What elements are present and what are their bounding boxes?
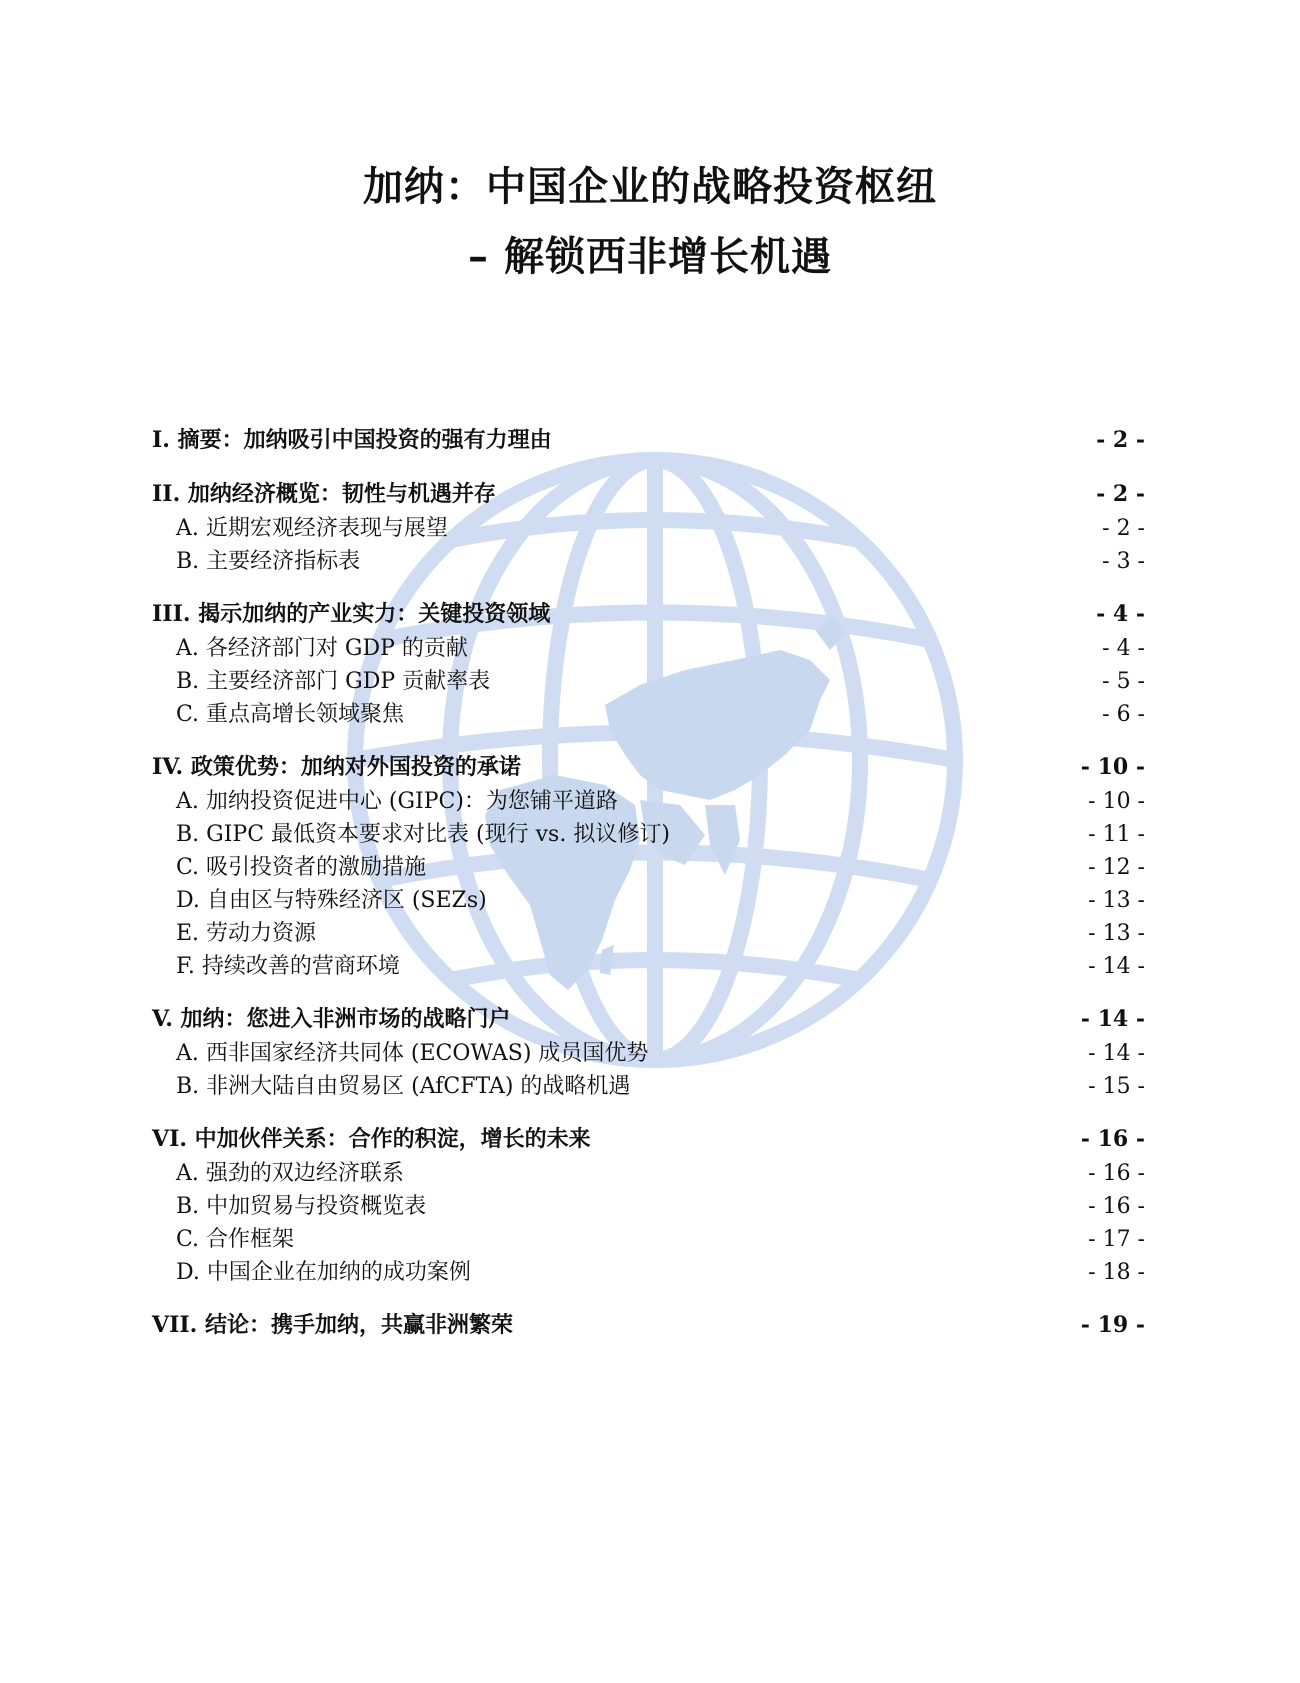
toc-page-number: - 16 -: [1088, 1161, 1145, 1186]
toc-heading[interactable]: [152, 749, 1145, 785]
toc-item[interactable]: [152, 1070, 1145, 1103]
toc-heading-label: IV. 政策优势：加纳对外国投资的承诺: [152, 754, 521, 780]
toc-heading[interactable]: [152, 1001, 1145, 1037]
toc-item-label: A. 各经济部门对 GDP 的贡献: [176, 636, 468, 661]
toc-page-number: - 2 -: [1096, 481, 1145, 507]
toc-page-number: - 3 -: [1102, 549, 1145, 574]
toc-item-label: B. 主要经济指标表: [176, 549, 361, 574]
toc-page-number: - 13 -: [1088, 888, 1145, 913]
toc-item-label: B. GIPC 最低资本要求对比表 (现行 vs. 拟议修订): [176, 822, 670, 847]
toc-heading-label: II. 加纳经济概览：韧性与机遇并存: [152, 481, 496, 507]
toc-item[interactable]: [152, 665, 1145, 698]
toc-item[interactable]: [152, 884, 1145, 917]
toc-section-3: [152, 596, 1145, 731]
document-title: 加纳：中国企业的战略投资枢纽: [363, 163, 937, 210]
toc-item-label: B. 主要经济部门 GDP 贡献率表: [176, 669, 491, 694]
toc-page-number: - 14 -: [1088, 1041, 1145, 1066]
toc-item-label: E. 劳动力资源: [176, 921, 317, 946]
toc-page-number: - 11 -: [1088, 822, 1145, 847]
toc-item-label: F. 持续改善的营商环境: [176, 954, 400, 979]
toc-page-number: - 10 -: [1080, 754, 1145, 780]
toc-heading[interactable]: [152, 1307, 1145, 1343]
toc-page-number: - 4 -: [1102, 636, 1145, 661]
toc-item-label: C. 吸引投资者的激励措施: [176, 855, 427, 880]
toc-item-label: A. 近期宏观经济表现与展望: [176, 516, 448, 541]
toc-page-number: - 16 -: [1088, 1194, 1145, 1219]
toc-section-4: [152, 749, 1145, 983]
toc-item-label: B. 中加贸易与投资概览表: [176, 1194, 427, 1219]
toc-heading-label: VII. 结论：携手加纳，共赢非洲繁荣: [152, 1312, 513, 1338]
toc-page-number: - 2 -: [1102, 516, 1145, 541]
toc-item-label: D. 自由区与特殊经济区 (SEZs): [176, 888, 487, 913]
toc-section-6: [152, 1121, 1145, 1289]
toc-page-number: - 19 -: [1080, 1312, 1145, 1338]
toc-page-number: - 15 -: [1088, 1074, 1145, 1099]
toc-page-number: - 10 -: [1088, 789, 1145, 814]
toc-item[interactable]: [152, 818, 1145, 851]
toc-heading-label: I. 摘要：加纳吸引中国投资的强有力理由: [152, 427, 552, 453]
toc-page-number: - 6 -: [1102, 702, 1145, 727]
toc-item-label: A. 西非国家经济共同体 (ECOWAS) 成员国优势: [176, 1041, 649, 1066]
toc-item-label: A. 加纳投资促进中心 (GIPC)：为您铺平道路: [176, 789, 618, 814]
toc-page-number: - 5 -: [1102, 669, 1145, 694]
toc-heading[interactable]: [152, 476, 1145, 512]
toc-item[interactable]: [152, 950, 1145, 983]
toc-page-number: - 17 -: [1088, 1227, 1145, 1252]
toc-item[interactable]: [152, 512, 1145, 545]
toc-item-label: A. 强劲的双边经济联系: [176, 1161, 404, 1186]
toc-page-number: - 18 -: [1088, 1260, 1145, 1285]
toc-item[interactable]: [152, 917, 1145, 950]
toc-item[interactable]: [152, 1223, 1145, 1256]
toc-page-number: - 14 -: [1080, 1006, 1145, 1032]
toc-item[interactable]: [152, 851, 1145, 884]
toc-item-label: C. 重点高增长领域聚焦: [176, 702, 405, 727]
toc-heading[interactable]: [152, 422, 1145, 458]
toc-item-label: B. 非洲大陆自由贸易区 (AfCFTA) 的战略机遇: [176, 1074, 631, 1099]
toc-page-number: - 16 -: [1080, 1126, 1145, 1152]
toc-item-label: D. 中国企业在加纳的成功案例: [176, 1260, 471, 1285]
toc-page-number: - 14 -: [1088, 954, 1145, 979]
toc-section-2: [152, 476, 1145, 578]
document-subtitle: – 解锁西非增长机遇: [468, 233, 832, 280]
toc-item[interactable]: [152, 1157, 1145, 1190]
toc-item[interactable]: [152, 1190, 1145, 1223]
toc-section-5: [152, 1001, 1145, 1103]
toc-heading[interactable]: [152, 1121, 1145, 1157]
toc-page-number: - 4 -: [1096, 601, 1145, 627]
toc-heading-label: VI. 中加伙伴关系：合作的积淀，增长的未来: [152, 1126, 591, 1152]
toc-heading-label: V. 加纳：您进入非洲市场的战略门户: [152, 1006, 511, 1032]
toc-item[interactable]: [152, 1256, 1145, 1289]
toc-item[interactable]: [152, 545, 1145, 578]
toc-section-1: [152, 422, 1145, 458]
toc-item[interactable]: [152, 1037, 1145, 1070]
toc-section-7: [152, 1307, 1145, 1343]
toc-heading[interactable]: [152, 596, 1145, 632]
toc-page-number: - 2 -: [1096, 427, 1145, 453]
toc-page-number: - 12 -: [1088, 855, 1145, 880]
toc-item-label: C. 合作框架: [176, 1227, 295, 1252]
toc-item[interactable]: [152, 698, 1145, 731]
table-of-contents: [152, 422, 1145, 1361]
toc-item[interactable]: [152, 632, 1145, 665]
toc-page-number: - 13 -: [1088, 921, 1145, 946]
toc-item[interactable]: [152, 785, 1145, 818]
toc-heading-label: III. 揭示加纳的产业实力：关键投资领域: [152, 601, 551, 627]
